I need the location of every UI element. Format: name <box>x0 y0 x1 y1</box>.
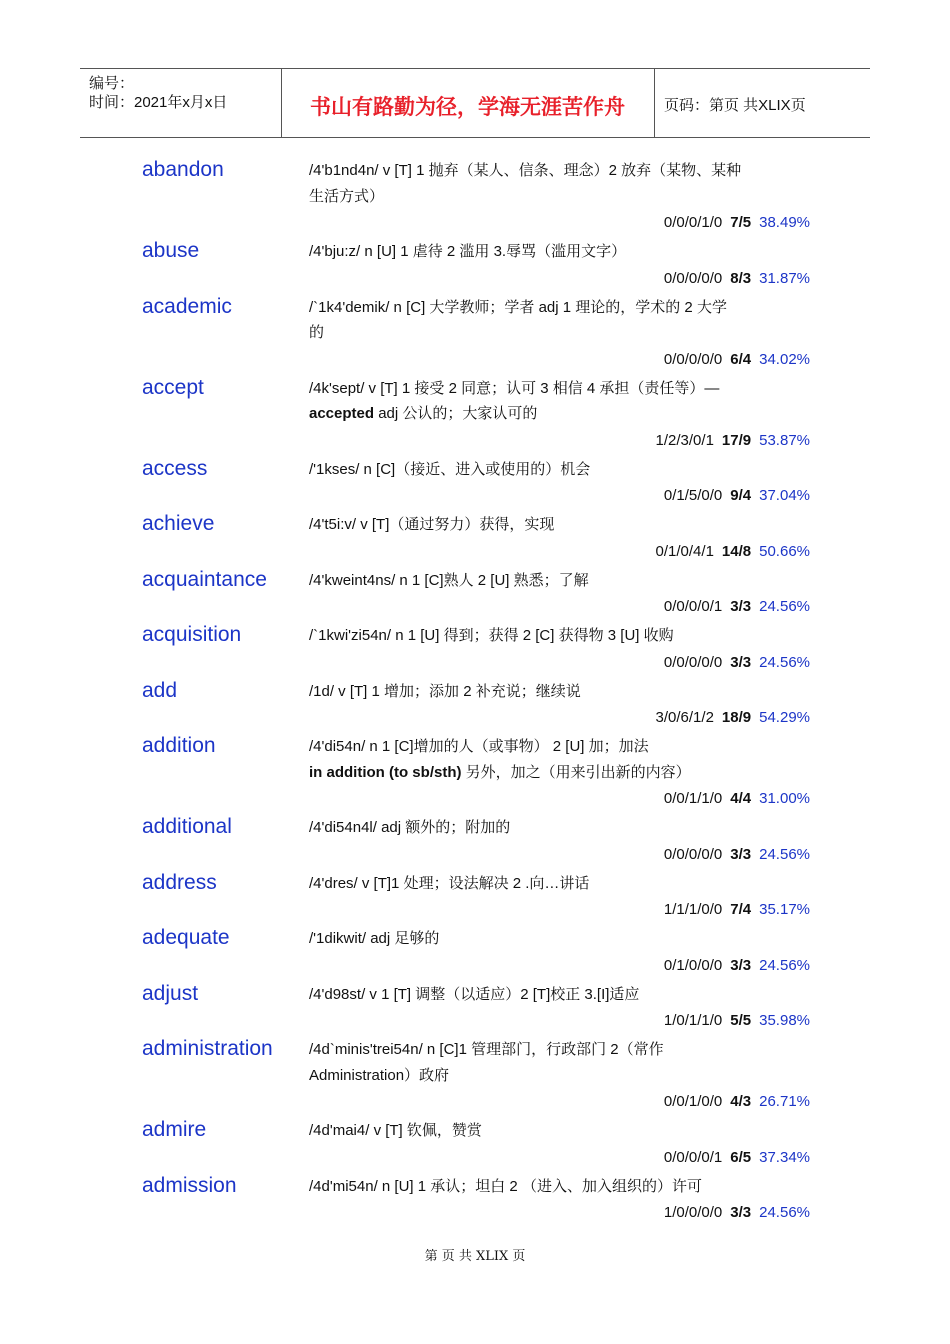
headword: abandon <box>142 158 224 181</box>
frequency-percent: 35.98% <box>759 1012 810 1029</box>
frequency-counts: 3/0/6/1/2 <box>655 709 714 726</box>
frequency-stats <box>142 841 822 869</box>
headword: addition <box>142 734 216 757</box>
frequency-ratio: 6/4 <box>730 350 752 368</box>
vocab-entry <box>142 510 822 566</box>
headword: achieve <box>142 512 215 535</box>
definition-line <box>309 295 812 321</box>
definition <box>309 374 812 427</box>
frequency-stats <box>142 1007 822 1035</box>
definition <box>309 869 812 897</box>
definition-text: /4'd98st/ v 1 [T] 调整（以适应）2 [T]校正 3.[I]适应 <box>309 985 640 1003</box>
definition-line <box>309 568 812 594</box>
definition-text: /'1dikwit/ adj 足够的 <box>309 930 440 947</box>
motto: 书山有路勤为径，学海无涯苦作舟 <box>310 95 625 119</box>
definition-text: 生活方式） <box>309 187 385 205</box>
vocab-entry <box>142 980 822 1036</box>
definition-line <box>309 512 812 538</box>
frequency-ratio: 9/4 <box>730 487 752 504</box>
frequency-stats <box>142 785 822 813</box>
definition <box>309 566 812 594</box>
definition-text: /4'di54n4l/ adj 额外的；附加的 <box>309 819 511 836</box>
definition-text: /4'bju:z/ n [U] 1 虐待 2 滥用 3.辱骂（滥用文字） <box>309 243 627 260</box>
frequency-ratio: 18/9 <box>721 709 752 726</box>
definition-text: /4d'mai4/ v [T] 钦佩，赞赏 <box>309 1122 482 1139</box>
frequency-ratio: 3/3 <box>730 653 752 671</box>
definition-line <box>309 1174 812 1200</box>
vocab-entry <box>142 677 822 733</box>
definition <box>309 156 812 209</box>
vocab-entry <box>142 156 822 237</box>
headword: admission <box>142 1173 237 1197</box>
vocab-entry <box>142 732 822 813</box>
frequency-counts: 1/0/1/1/0 <box>663 1012 723 1029</box>
frequency-percent: 31.87% <box>759 269 810 287</box>
vocab-entry <box>142 924 822 980</box>
frequency-counts: 0/0/0/0/0 <box>663 845 723 863</box>
frequency-percent: 24.56% <box>759 653 810 671</box>
page-footer: 第 页 共 XLIX 页 <box>424 1249 526 1264</box>
definition-text: adj 公认的；大家认可的 <box>374 405 538 422</box>
frequency-ratio: 7/5 <box>730 214 752 231</box>
frequency-percent: 35.17% <box>759 901 810 918</box>
frequency-stats <box>142 482 822 510</box>
frequency-percent: 37.34% <box>759 1148 810 1166</box>
frequency-percent: 54.29% <box>759 709 810 726</box>
vocab-entry <box>142 1035 822 1116</box>
frequency-percent: 24.56% <box>759 598 810 615</box>
vocabulary-list <box>142 156 822 1227</box>
definition <box>309 1116 812 1144</box>
definition-line <box>309 1118 812 1144</box>
frequency-ratio: 3/3 <box>730 1204 752 1221</box>
definition-line <box>309 926 812 952</box>
frequency-counts: 0/0/0/1/0 <box>663 214 723 231</box>
definition-text: /4'b1nd4n/ v [T] 1 抛弃（某人、信条、理念）2 放弃（某物、某种 <box>309 162 742 179</box>
frequency-stats <box>142 593 822 621</box>
headword: academic <box>142 294 232 318</box>
vocab-entry <box>142 293 822 374</box>
definition <box>309 293 812 346</box>
frequency-ratio: 17/9 <box>721 431 752 449</box>
frequency-stats <box>142 427 822 455</box>
definition-line <box>309 982 812 1008</box>
frequency-stats <box>142 538 822 566</box>
definition <box>309 924 812 952</box>
headword: add <box>142 678 178 702</box>
frequency-ratio: 4/3 <box>730 1093 752 1110</box>
definition-line <box>309 184 812 210</box>
frequency-ratio: 7/4 <box>730 901 752 918</box>
headword: acquisition <box>142 623 242 646</box>
definition-text: /4't5i:v/ v [T]（通过努力）获得，实现 <box>309 516 555 533</box>
definition-text: /`1k4'demik/ n [C] 大学教师；学者 adj 1 理论的，学术的 2 大学 <box>309 298 727 316</box>
frequency-counts: 0/0/0/0/0 <box>663 350 723 368</box>
frequency-percent: 24.56% <box>759 1204 810 1221</box>
date-label: 时间：2021年x月x日 <box>89 94 228 111</box>
vocab-entry <box>142 621 822 677</box>
definition-text: /'1kses/ n [C]（接近、进入或使用的）机会 <box>309 460 591 478</box>
frequency-percent: 50.66% <box>759 542 810 560</box>
definition <box>309 237 812 265</box>
vocab-entry <box>142 869 822 925</box>
document-number-label: 编号： <box>89 75 135 92</box>
definition-text: /4'dres/ v [T]1 处理；设法解决 2 .向…讲话 <box>309 874 590 892</box>
frequency-stats <box>142 265 822 293</box>
page-header <box>80 68 870 138</box>
definition-text: /4d`minis'trei54n/ n [C]1 管理部门，行政部门 2（常作 <box>309 1041 664 1058</box>
frequency-stats <box>142 704 822 732</box>
frequency-ratio: 6/5 <box>730 1148 752 1166</box>
definition <box>309 813 812 841</box>
frequency-counts: 0/1/5/0/0 <box>663 487 723 504</box>
frequency-percent: 53.87% <box>759 431 810 449</box>
definition-text: /4'kweint4ns/ n 1 [C]熟人 2 [U] 熟悉；了解 <box>309 571 589 589</box>
frequency-ratio: 3/3 <box>730 845 752 863</box>
definition <box>309 510 812 538</box>
frequency-percent: 24.56% <box>759 845 810 863</box>
vocab-entry <box>142 374 822 455</box>
frequency-ratio: 3/3 <box>730 598 752 615</box>
definition <box>309 455 812 483</box>
vocab-entry <box>142 1172 822 1228</box>
headword: acquaintance <box>142 567 267 591</box>
definition <box>309 1035 812 1088</box>
definition <box>309 980 812 1008</box>
vocab-entry <box>142 237 822 293</box>
frequency-counts: 0/0/0/0/1 <box>663 1148 723 1166</box>
frequency-counts: 0/0/1/1/0 <box>663 790 723 807</box>
definition-line <box>309 1037 812 1063</box>
header-page-cell <box>655 69 870 137</box>
definition-line <box>309 239 812 265</box>
vocab-entry <box>142 455 822 511</box>
frequency-percent: 24.56% <box>759 956 810 974</box>
definition-text: Administration）政府 <box>309 1066 450 1084</box>
headword: address <box>142 870 217 894</box>
vocab-entry <box>142 1116 822 1172</box>
definition <box>309 1172 812 1200</box>
frequency-counts: 0/0/0/0/0 <box>663 269 723 287</box>
page-number-label: 页码：第页 共XLIX页 <box>664 97 806 114</box>
frequency-stats <box>142 346 822 374</box>
frequency-percent: 31.00% <box>759 790 810 807</box>
definition-text: /4'di54n/ n 1 [C]增加的人（或事物） 2 [U] 加；加法 <box>309 738 649 755</box>
definition-line <box>309 376 812 402</box>
headword: access <box>142 456 208 480</box>
definition-line <box>309 760 812 786</box>
frequency-ratio: 4/4 <box>730 790 752 807</box>
definition-line <box>309 871 812 897</box>
frequency-stats <box>142 952 822 980</box>
headword: abuse <box>142 239 200 262</box>
frequency-stats <box>142 1144 822 1172</box>
frequency-counts: 1/2/3/0/1 <box>655 431 714 449</box>
frequency-stats <box>142 1088 822 1116</box>
definition <box>309 677 812 705</box>
headword: administration <box>142 1037 273 1060</box>
bold-phrase: in addition (to sb/sth) <box>309 763 462 781</box>
frequency-percent: 26.71% <box>759 1093 810 1110</box>
definition-line <box>309 401 812 427</box>
frequency-counts: 0/1/0/0/0 <box>663 956 723 974</box>
frequency-ratio: 8/3 <box>730 269 752 287</box>
frequency-ratio: 5/5 <box>730 1012 752 1029</box>
definition-line <box>309 679 812 705</box>
vocab-entry <box>142 566 822 622</box>
header-left-cell <box>80 69 282 137</box>
frequency-counts: 0/0/0/0/1 <box>663 598 723 615</box>
header-motto-cell <box>281 69 655 137</box>
frequency-percent: 37.04% <box>759 487 810 504</box>
definition-line <box>309 1063 812 1089</box>
frequency-stats <box>142 209 822 237</box>
frequency-stats <box>142 649 822 677</box>
headword: adequate <box>142 926 230 949</box>
frequency-percent: 34.02% <box>759 350 810 368</box>
frequency-counts: 1/0/0/0/0 <box>663 1204 723 1221</box>
definition <box>309 621 812 649</box>
definition-line <box>309 320 812 346</box>
frequency-counts: 1/1/1/0/0 <box>663 901 723 918</box>
frequency-stats <box>142 896 822 924</box>
frequency-counts: 0/0/1/0/0 <box>663 1093 723 1110</box>
definition-line <box>309 623 812 649</box>
frequency-stats <box>142 1199 822 1227</box>
definition-text: /`1kwi'zi54n/ n 1 [U] 得到；获得 2 [C] 获得物 3 [U] 收购 <box>309 627 674 644</box>
definition-line <box>309 815 812 841</box>
headword: adjust <box>142 981 199 1005</box>
vocab-entry <box>142 813 822 869</box>
headword: admire <box>142 1118 207 1141</box>
headword: accept <box>142 375 204 399</box>
definition-text: 另外，加之（用来引出新的内容） <box>461 763 691 781</box>
headword: additional <box>142 815 232 838</box>
definition-text: /4d'mi54n/ n [U] 1 承认；坦白 2 （进入、加入组织的）许可 <box>309 1177 702 1195</box>
bold-phrase: accepted <box>309 405 375 422</box>
frequency-ratio: 3/3 <box>730 956 752 974</box>
definition-text: /4k'sept/ v [T] 1 接受 2 同意；认可 3 相信 4 承担（责任等）— <box>309 379 720 397</box>
frequency-counts: 0/0/0/0/0 <box>663 653 723 671</box>
definition-line <box>309 457 812 483</box>
definition <box>309 732 812 785</box>
definition-line <box>309 158 812 184</box>
frequency-ratio: 14/8 <box>721 542 752 560</box>
definition-text: 的 <box>309 324 325 341</box>
frequency-percent: 38.49% <box>759 214 810 231</box>
frequency-counts: 0/1/0/4/1 <box>655 542 714 560</box>
definition-line <box>309 734 812 760</box>
definition-text: /1d/ v [T] 1 增加；添加 2 补充说；继续说 <box>309 682 581 700</box>
